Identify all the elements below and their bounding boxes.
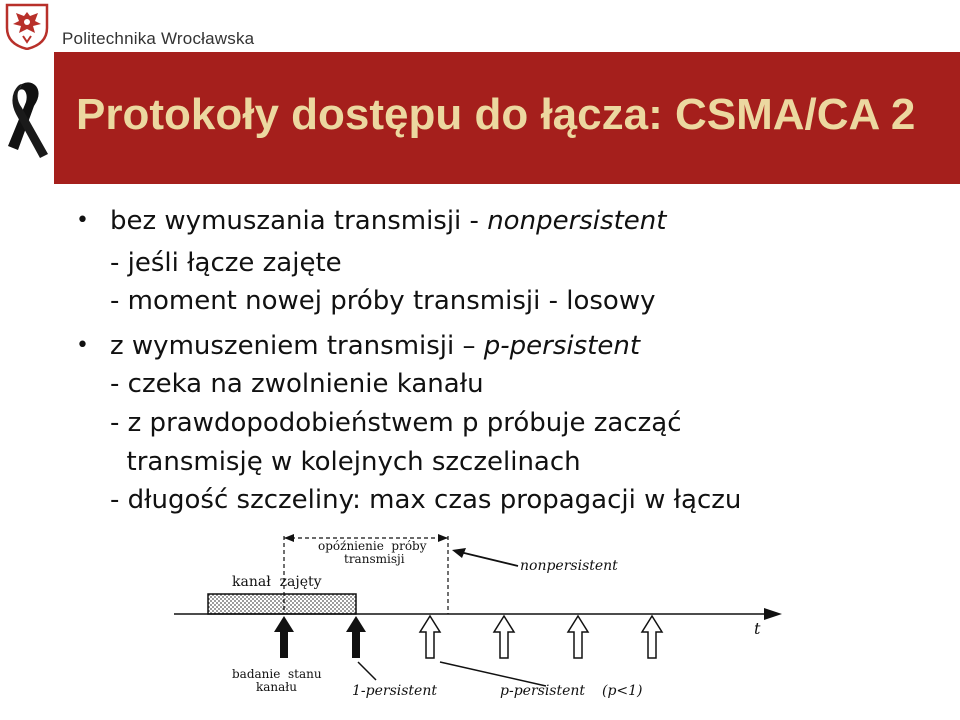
delay-label-line2: transmisji <box>344 552 405 566</box>
bullet-2-emphasis: p-persistent <box>483 331 641 361</box>
bullet-2-subitem: - z prawdopodobieństwem p próbuje zacząć <box>110 408 682 438</box>
p-slot-arrow <box>642 616 662 658</box>
one-persistent-arrow <box>346 616 366 658</box>
delay-arrow-right <box>438 534 448 542</box>
bullet-marker: • <box>76 208 89 233</box>
busy-channel-label: kanał zajęty <box>232 574 322 590</box>
delay-arrow-left <box>284 534 294 542</box>
busy-channel-block <box>208 594 356 614</box>
p-slot-arrow <box>420 616 440 658</box>
bullet-marker: • <box>76 333 89 358</box>
channel-sense-arrow <box>274 616 294 658</box>
bullet-2-text <box>110 331 640 361</box>
bullet-2-subitem: - czeka na zwolnienie kanału <box>110 369 484 399</box>
p-slot-arrow <box>494 616 514 658</box>
channel-sense-label-line1: badanie stanu <box>232 667 322 681</box>
nonpersistent-label: nonpersistent <box>520 558 618 574</box>
p-slot-arrow <box>568 616 588 658</box>
bullet-2-subitem: - długość szczeliny: max czas propagacji w łączu <box>110 485 742 515</box>
top-strip <box>0 0 960 52</box>
bullet-1-subitem: - moment nowej próby transmisji - losowy <box>110 286 656 316</box>
p-condition-label: (p<1) <box>602 683 643 699</box>
bullet-1-text <box>110 206 666 236</box>
nonpersistent-pointer <box>460 552 518 566</box>
time-axis-arrowhead <box>764 608 782 620</box>
bullet-2-subitem: transmisję w kolejnych szczelinach <box>110 447 581 477</box>
channel-sense-label-line2: kanału <box>256 680 297 694</box>
bullet-1-plain: bez wymuszania transmisji - <box>110 206 488 236</box>
mourning-ribbon-icon <box>4 80 54 160</box>
university-name: Politechnika Wrocławska <box>62 29 255 48</box>
university-crest-icon <box>4 2 50 50</box>
title-band <box>54 52 960 184</box>
slide-title: Protokoły dostępu do łącza: CSMA/CA 2 <box>76 90 916 139</box>
p-persistent-label: p-persistent <box>500 683 586 699</box>
nonpersistent-pointer-head <box>452 548 466 558</box>
delay-label-line1: opóźnienie próby <box>318 539 427 553</box>
time-axis-label: t <box>754 619 761 638</box>
one-persistent-pointer <box>358 662 376 680</box>
bullet-1-emphasis: nonpersistent <box>487 206 667 236</box>
csma-timing-diagram <box>170 528 790 720</box>
bullet-1-subitem: - jeśli łącze zajęte <box>110 248 342 278</box>
one-persistent-label: 1-persistent <box>352 683 437 699</box>
bullet-2-plain: z wymuszeniem transmisji – <box>110 331 484 361</box>
